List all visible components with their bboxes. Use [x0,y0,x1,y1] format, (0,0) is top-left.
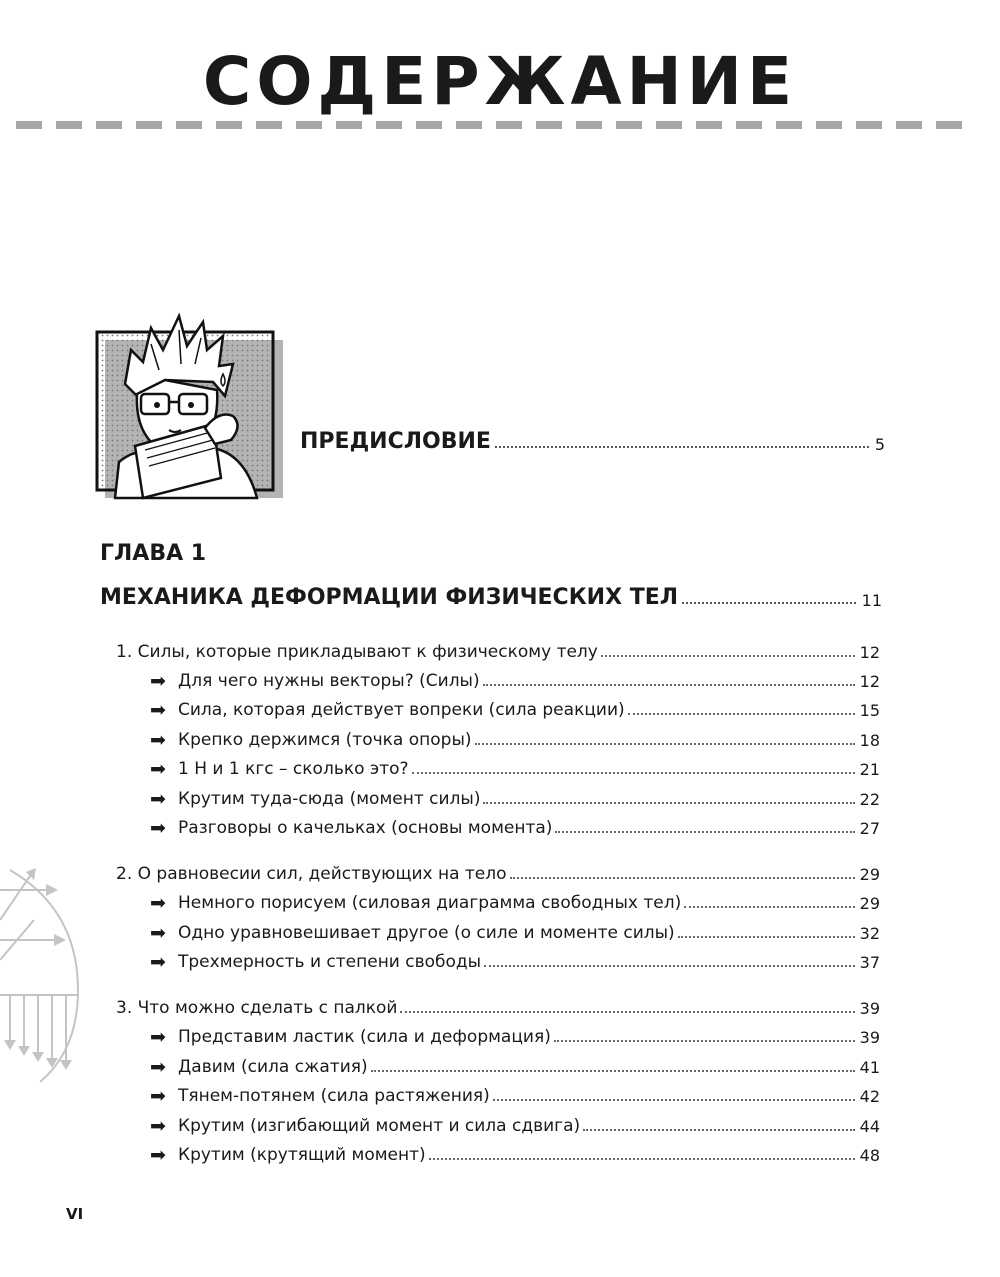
arrow-right-icon: ➡ [150,817,166,839]
chapter-page-number: 11 [861,591,882,610]
dot-leader [412,772,855,774]
toc-item[interactable] [150,1051,880,1077]
dot-leader [495,446,869,448]
arrow-right-icon: ➡ [150,699,166,721]
toc-item[interactable] [150,665,880,691]
section-title: 1. Силы, которые прикладывают к физическому телу [116,642,598,662]
item-title: Трехмерность и степени свободы [178,952,482,972]
item-page-number: 39 [859,1028,880,1047]
dot-leader [429,1158,855,1160]
section-page-number: 12 [859,643,880,662]
section-title: 3. Что можно сделать с палкой [116,998,398,1018]
item-page-number: 37 [859,953,880,972]
item-page-number: 27 [859,819,880,838]
item-title: Сила, которая действует вопреки (сила реакции) [178,700,625,720]
chapter-label: ГЛАВА 1 [100,541,207,566]
item-page-number: 22 [859,790,880,809]
toc-item[interactable] [150,1021,880,1047]
dot-leader [400,1011,854,1013]
dot-leader [554,1040,855,1042]
toc-item[interactable] [150,753,880,779]
item-page-number: 48 [859,1146,880,1165]
section-page-number: 29 [859,865,880,884]
toc-item[interactable] [150,783,880,809]
item-page-number: 44 [859,1117,880,1136]
dot-leader [371,1070,855,1072]
dot-leader [684,906,854,908]
item-page-number: 12 [859,672,880,691]
dot-leader [555,831,854,833]
reading-boy-illustration [95,298,305,508]
arrow-right-icon: ➡ [150,1144,166,1166]
item-title: Представим ластик (сила и деформация) [178,1027,551,1047]
title-dashed-rule [16,121,976,129]
arrow-right-icon: ➡ [150,758,166,780]
toc-item[interactable] [150,724,880,750]
page-number: VI [66,1205,84,1223]
item-page-number: 32 [859,924,880,943]
preface-title: ПРЕДИСЛОВИЕ [300,429,491,454]
toc-item[interactable] [150,1139,880,1165]
preface-entry[interactable] [300,418,885,454]
item-page-number: 21 [859,760,880,779]
dot-leader [475,743,855,745]
section-page-number: 39 [859,999,880,1018]
item-title: Одно уравновешивает другое (о силе и моменте силы) [178,923,675,943]
dot-leader [484,965,855,967]
item-page-number: 41 [859,1058,880,1077]
toc-section-3[interactable] [116,992,880,1018]
item-title: Давим (сила сжатия) [178,1057,368,1077]
arrow-right-icon: ➡ [150,951,166,973]
toc-item[interactable] [150,1080,880,1106]
item-title: Крутим (изгибающий момент и сила сдвига) [178,1116,581,1136]
arrow-right-icon: ➡ [150,1115,166,1137]
dot-leader [483,684,855,686]
chapter-entry[interactable] [100,578,882,610]
dot-leader [628,713,855,715]
toc-item[interactable] [150,887,880,913]
toc-section-1[interactable] [116,636,880,662]
toc-item[interactable] [150,1110,880,1136]
item-title: Для чего нужны векторы? (Силы) [178,671,480,691]
arrow-right-icon: ➡ [150,892,166,914]
page-title: СОДЕРЖАНИЕ [202,43,798,120]
arrow-right-icon: ➡ [150,729,166,751]
item-page-number: 29 [859,894,880,913]
item-page-number: 42 [859,1087,880,1106]
dot-leader [583,1129,855,1131]
arrow-right-icon: ➡ [150,1026,166,1048]
item-title: Немного порисуем (силовая диаграмма свободных тел) [178,893,682,913]
dot-leader [510,877,855,879]
item-title: Крутим (крутящий момент) [178,1145,426,1165]
dot-leader [493,1099,855,1101]
chapter-title: МЕХАНИКА ДЕФОРМАЦИИ ФИЗИЧЕСКИХ ТЕЛ [100,585,679,610]
toc-item[interactable] [150,917,880,943]
item-page-number: 18 [859,731,880,750]
toc-item[interactable] [150,694,880,720]
force-diagram-decoration [0,850,90,1090]
arrow-right-icon: ➡ [150,922,166,944]
item-title: Крутим туда-сюда (момент силы) [178,789,481,809]
toc-section-2[interactable] [116,858,880,884]
arrow-right-icon: ➡ [150,670,166,692]
arrow-right-icon: ➡ [150,1056,166,1078]
dot-leader [682,602,856,604]
item-title: Разговоры о качельках (основы момента) [178,818,553,838]
item-title: Тянем-потянем (сила растяжения) [178,1086,490,1106]
toc-item[interactable] [150,946,880,972]
arrow-right-icon: ➡ [150,788,166,810]
dot-leader [483,802,854,804]
toc-item[interactable] [150,812,880,838]
dot-leader [678,936,855,938]
arrow-right-icon: ➡ [150,1085,166,1107]
dot-leader [601,655,855,657]
item-page-number: 15 [859,701,880,720]
preface-page-number: 5 [874,435,885,454]
section-title: 2. О равновесии сил, действующих на тело [116,864,507,884]
item-title: Крепко держимся (точка опоры) [178,730,472,750]
item-title: 1 Н и 1 кгс – сколько это? [178,759,409,779]
